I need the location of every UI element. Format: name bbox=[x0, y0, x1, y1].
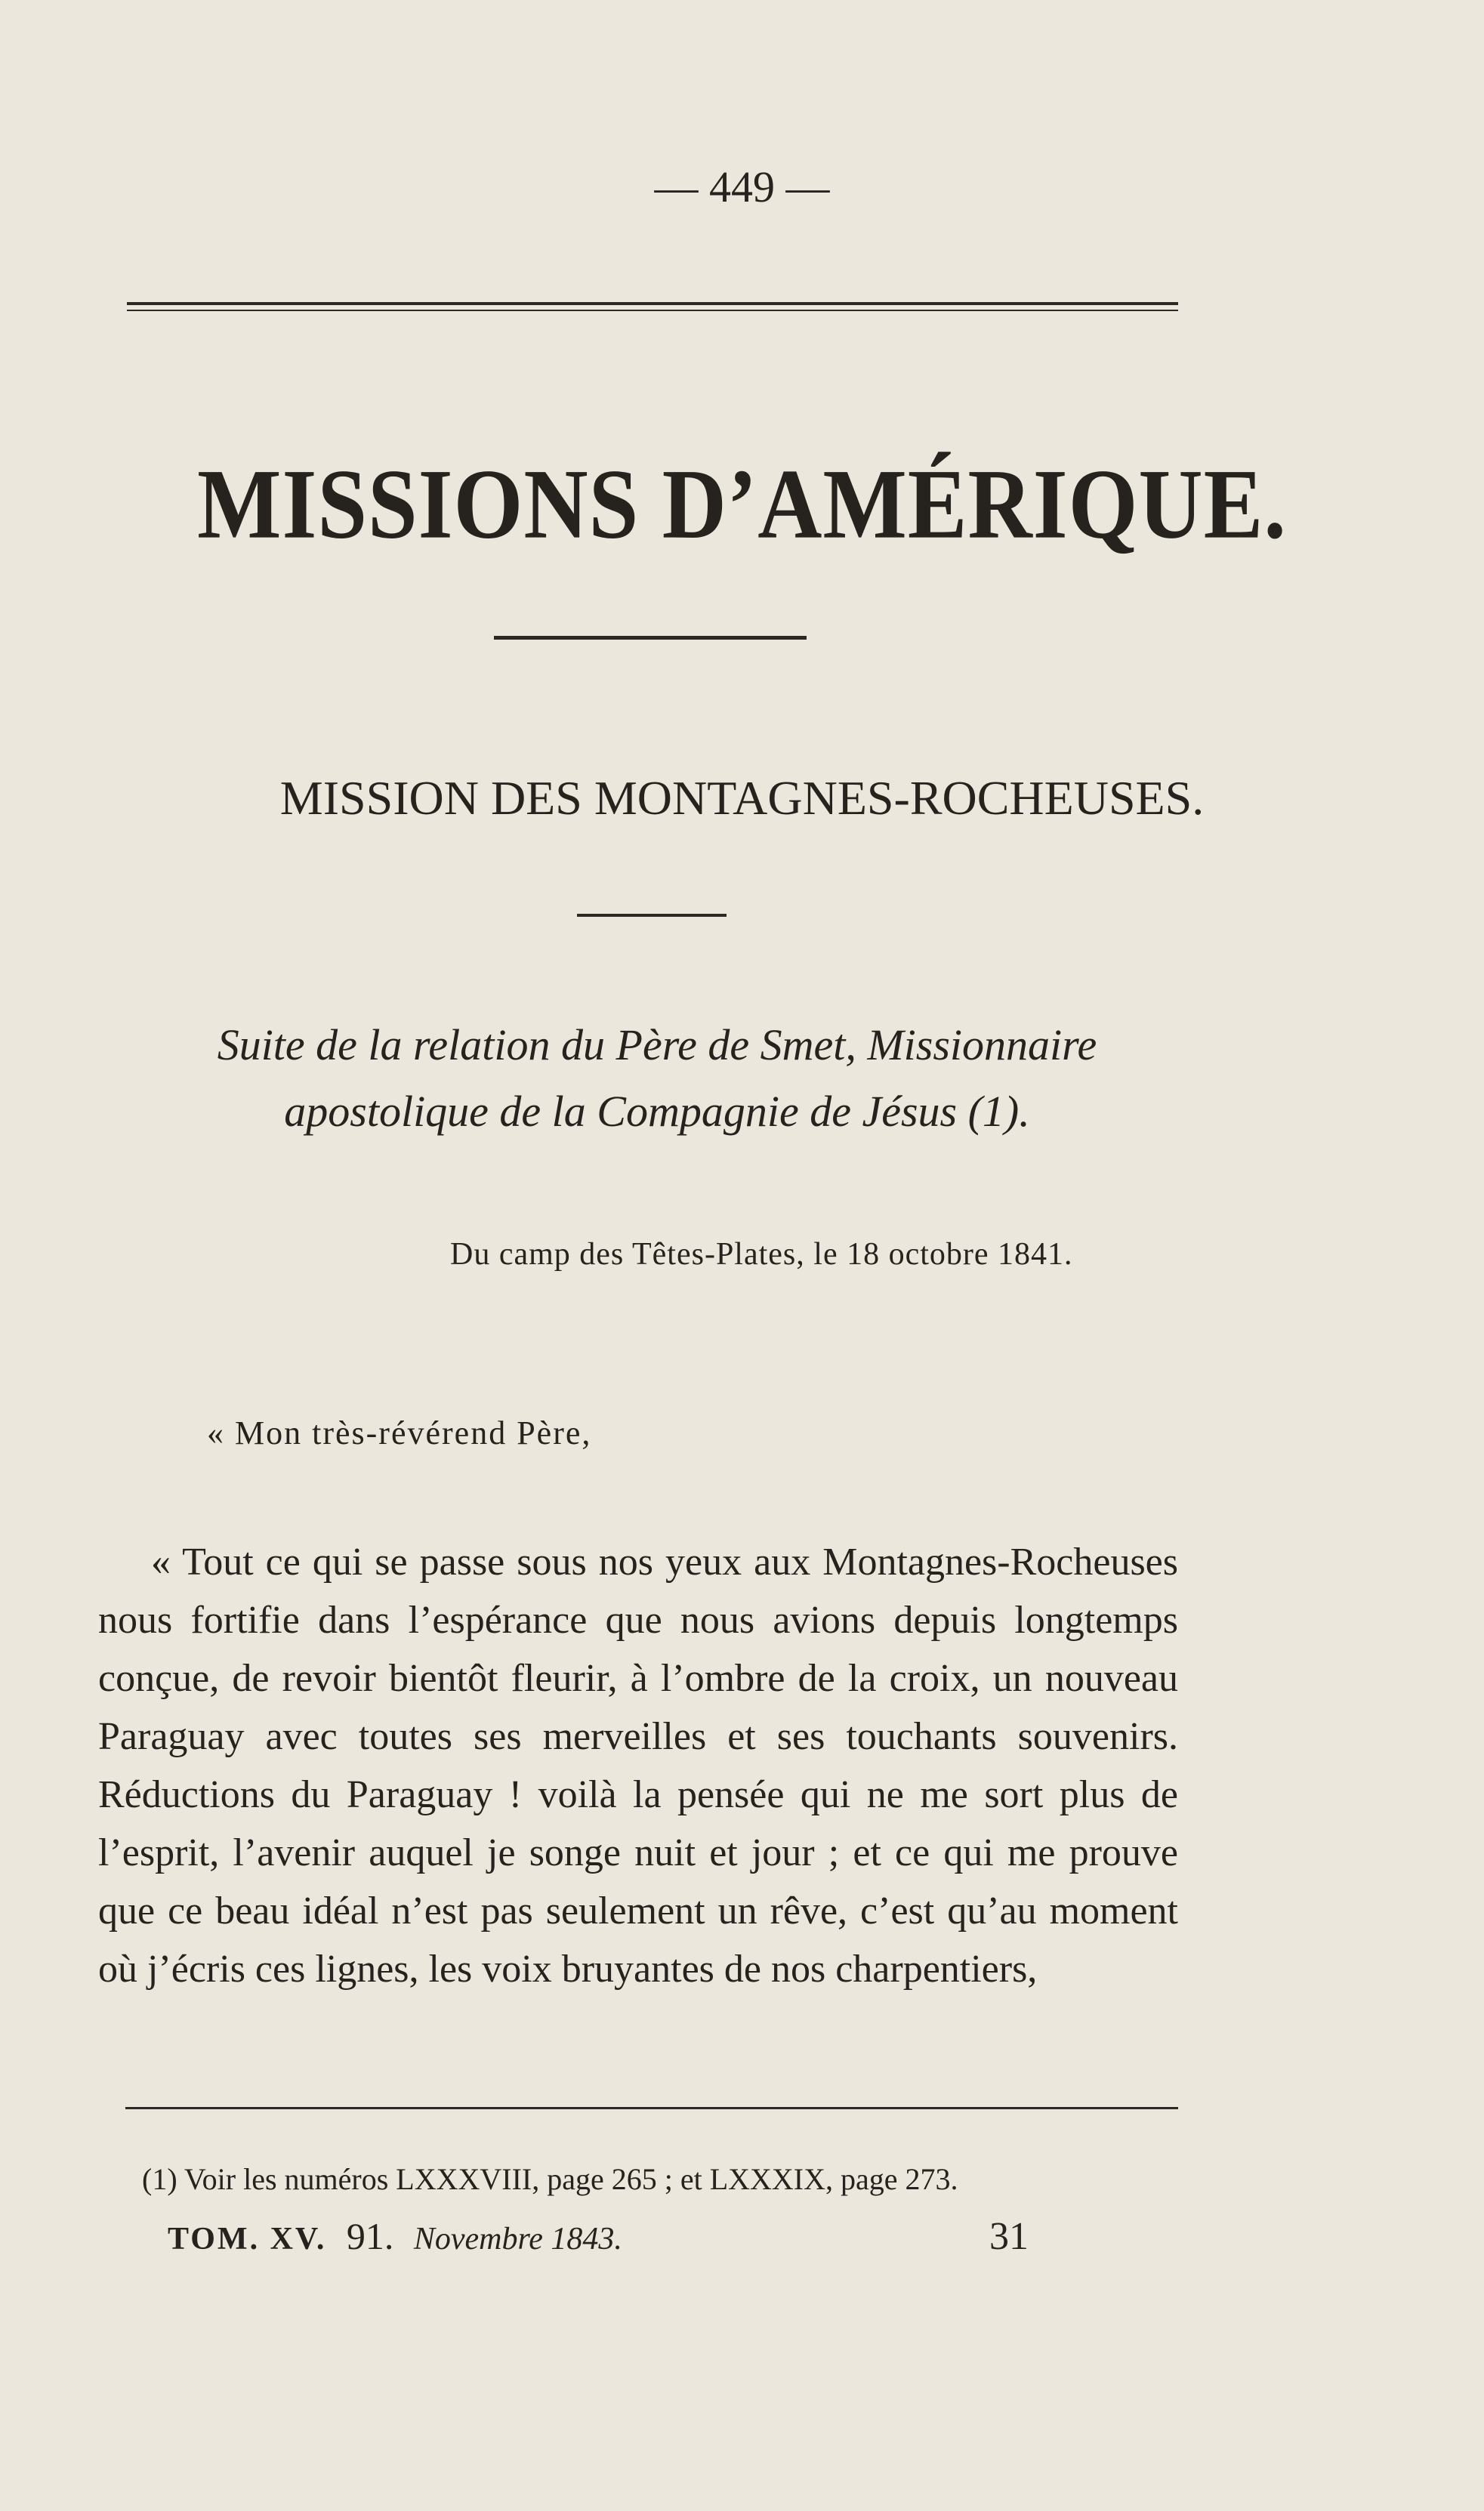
signature-left bbox=[168, 2214, 634, 2259]
section-title: MISSION DES MONTAGNES-ROCHEUSES. bbox=[279, 771, 1205, 825]
main-title: MISSIONS D’AMÉRIQUE. bbox=[197, 449, 1287, 560]
sheet-signature: 31 bbox=[989, 2215, 1029, 2258]
tome-label: TOM. XV. bbox=[168, 2222, 327, 2257]
header-double-rule bbox=[127, 302, 1178, 311]
paragraph: « Tout ce qui se passe sous nos yeux aux Montagnes-Rocheuses nous fortifie dans l’espérance que nous avions depuis longtemps conçue, de revoir bientôt fleurir, à l’ombre de la croix, un nouveau Paraguay avec toutes ses merveilles et ses touchants souvenirs. Réductions du Paraguay ! voilà la pensée qui ne me sort plus de l’esprit, l’avenir auquel je songe nuit et jour ; et ce qui me prouve que ce beau idéal n’est pas seulement un rêve, c’est qu’au moment où j’écris ces lignes, les voix bruyantes de nos charpentiers, bbox=[98, 1541, 1178, 1991]
issue-month: Novembre 1843. bbox=[413, 2222, 622, 2257]
dateline: Du camp des Têtes-Plates, le 18 octobre 1841. bbox=[450, 1237, 1073, 1272]
issue-number: 91. bbox=[346, 2215, 394, 2257]
letter-body bbox=[98, 1533, 1178, 1998]
salutation: « Mon très-révérend Père, bbox=[207, 1414, 592, 1451]
title-divider bbox=[494, 636, 807, 640]
footnote-rule bbox=[125, 2107, 1178, 2109]
intro-line-1: Suite de la relation du Père de Smet, Missionnaire bbox=[217, 1020, 1097, 1069]
intro-line-2: apostolique de la Compagnie de Jésus (1). bbox=[284, 1087, 1030, 1136]
signature-line bbox=[168, 2214, 1029, 2259]
intro-caption bbox=[136, 1012, 1178, 1145]
section-divider bbox=[577, 914, 727, 917]
footnote: (1) Voir les numéros LXXXVIII, page 265 ; et LXXXIX, page 273. bbox=[142, 2162, 958, 2196]
page-number: — 449 — bbox=[654, 162, 830, 211]
